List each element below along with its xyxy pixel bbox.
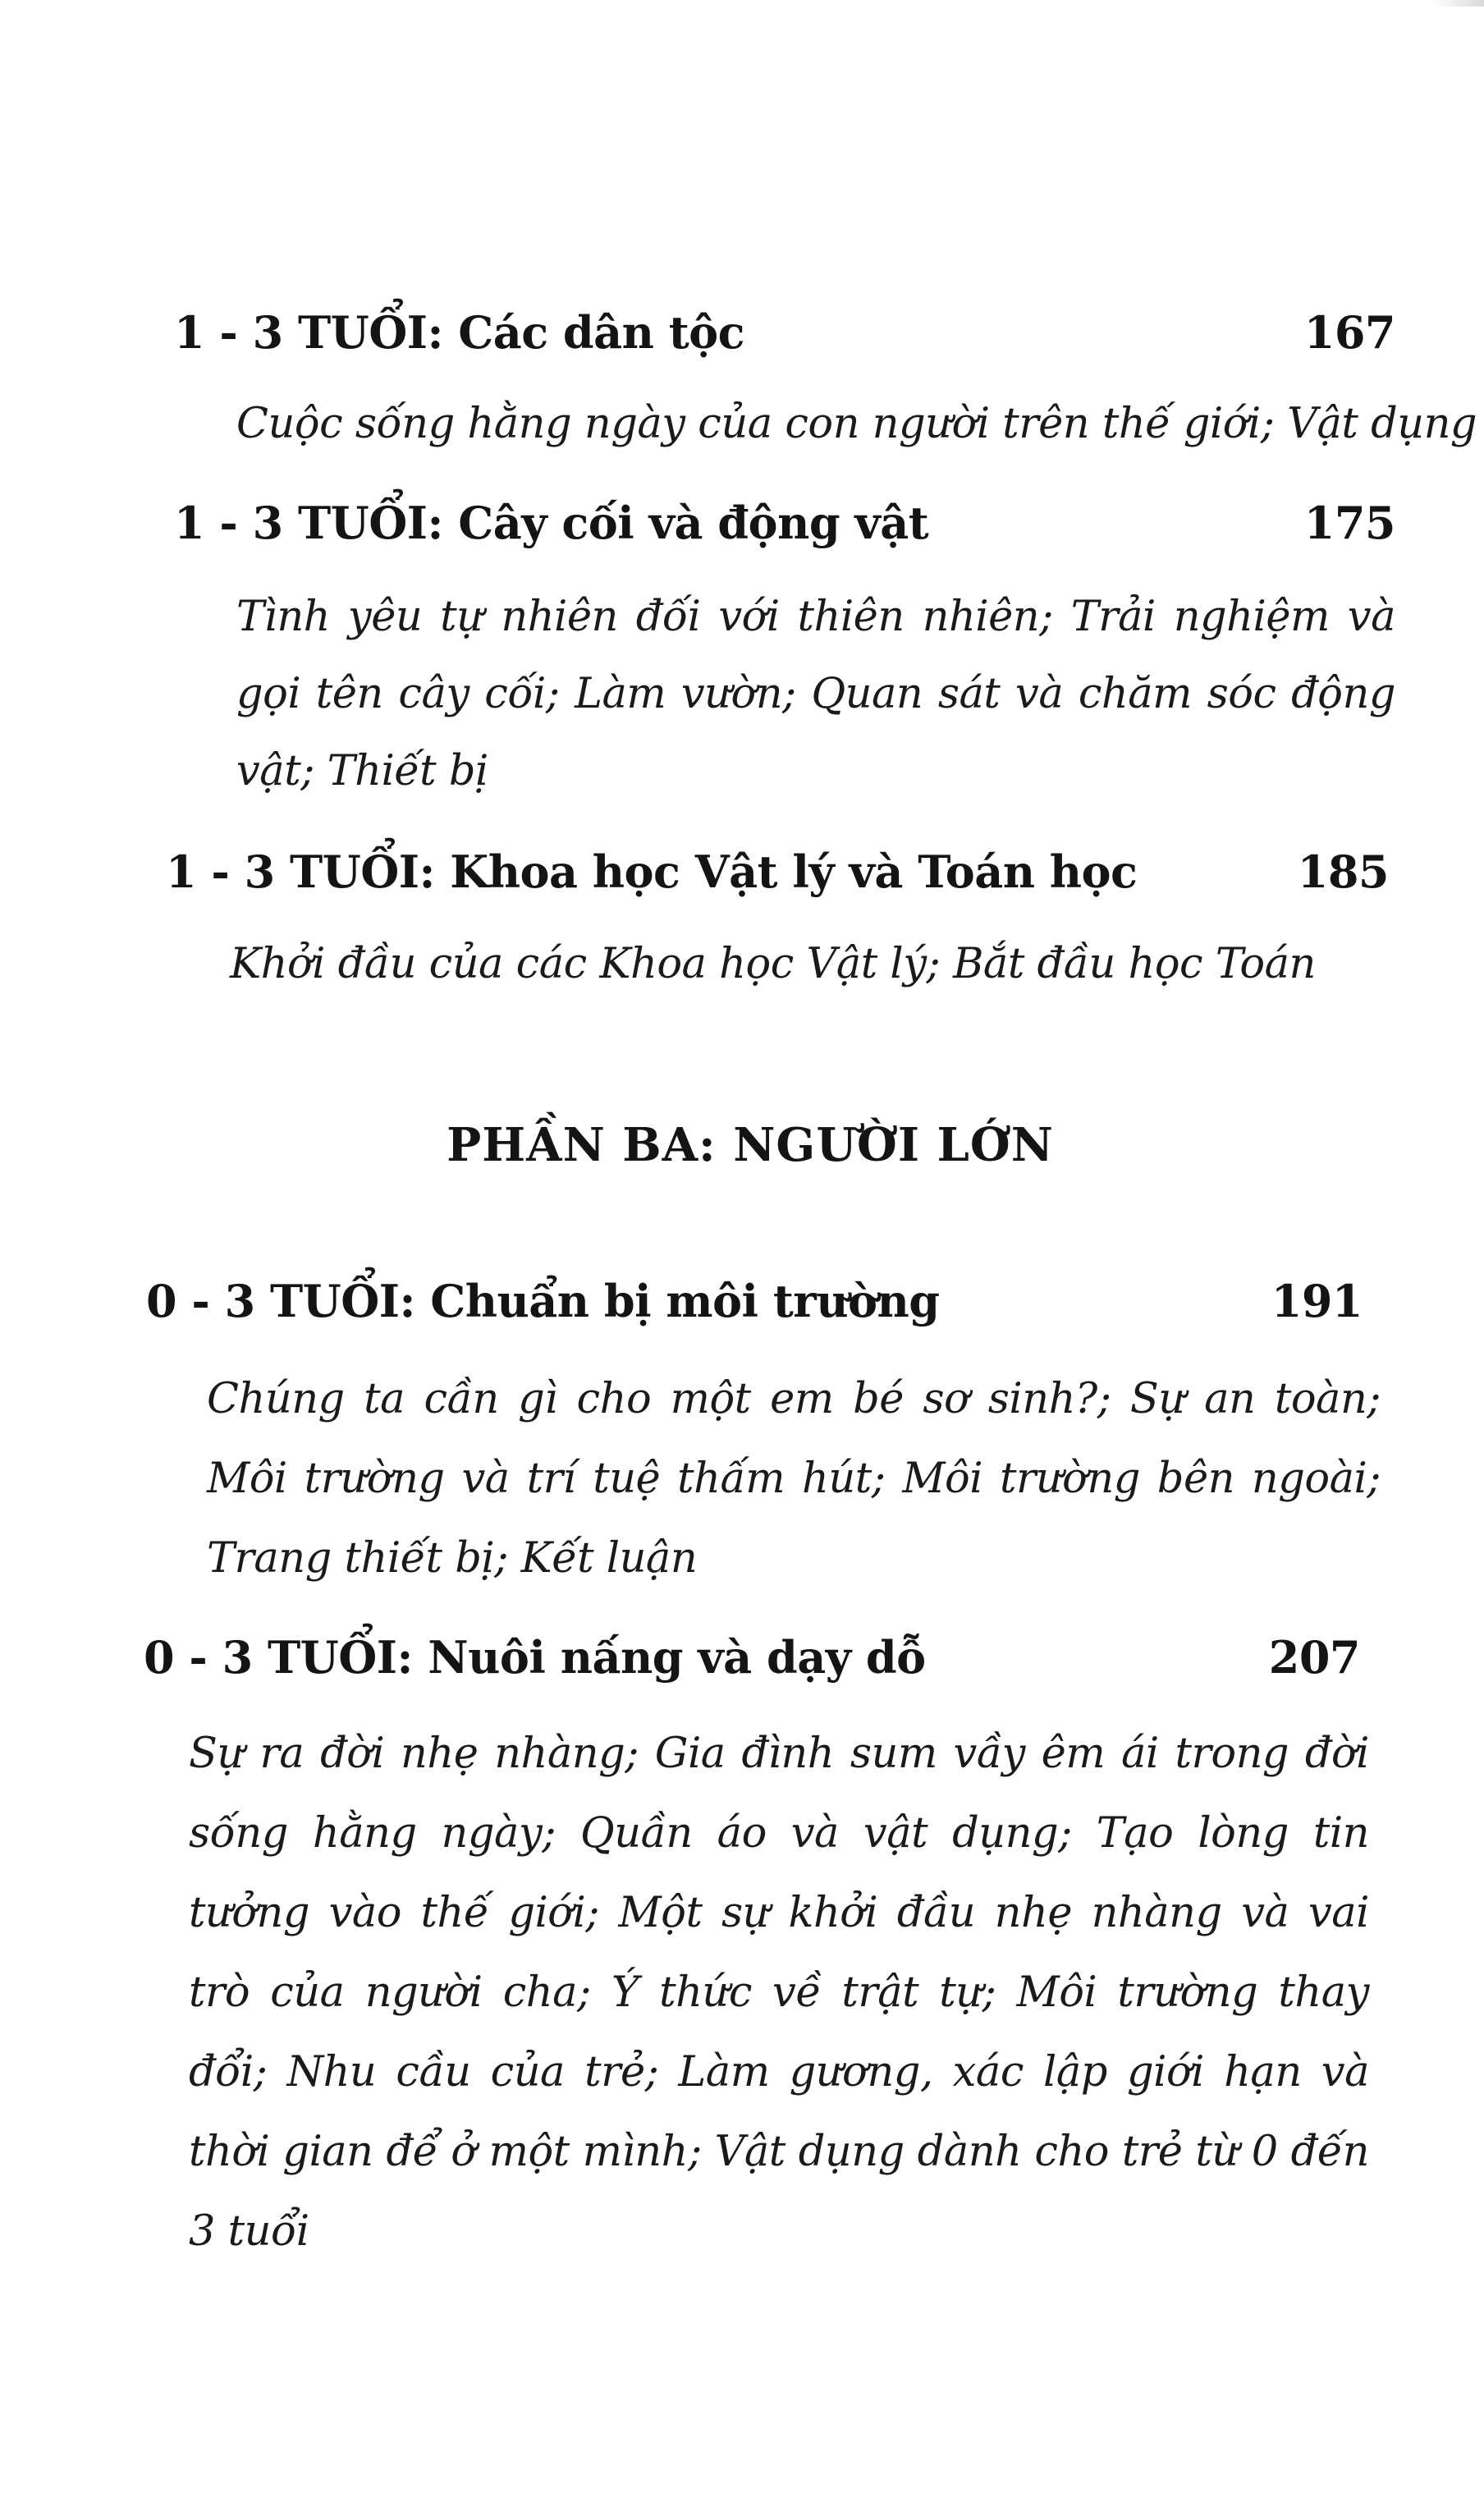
toc-entry-page-number: 207 bbox=[1268, 1631, 1360, 1684]
toc-entry-title: 0 - 3 TUỔI: Nuôi nấng và dạy dỗ bbox=[144, 1631, 926, 1684]
toc-entry-title: 1 - 3 TUỔI: Cây cối và động vật bbox=[174, 497, 929, 549]
toc-entry-description: Sự ra đời nhẹ nhàng; Gia đình sum vầy êm ái trong đời sống hằng ngày; Quần áo và vật dụng; Tạo lòng tin tưởng vào thế giới; Một sự khởi đầu nhẹ nhàng và vai trò của người cha; Ý thức về trật tự; Môi trường thay đổi; Nhu cầu của trẻ; Làm gương, xác lập giới hạn và thời gian để ở một mình; Vật dụng dành cho trẻ từ 0 đến 3 tuổi bbox=[189, 1730, 1369, 2256]
toc-entry-title: 1 - 3 TUỔI: Các dân tộc bbox=[174, 306, 745, 359]
toc-entry-title-row bbox=[144, 1629, 1360, 1686]
toc-entry-description: Cuộc sống hằng ngày của con người trên thế giới; Vật dụng bbox=[236, 400, 1477, 448]
toc-entry-title: 1 - 3 TUỔI: Khoa học Vật lý và Toán học bbox=[166, 845, 1138, 898]
section-heading: PHẦN BA: NGƯỜI LỚN bbox=[447, 1118, 1054, 1172]
scan-edge-mark bbox=[1435, 0, 1484, 7]
toc-entry-title: 0 - 3 TUỔI: Chuẩn bị môi trường bbox=[146, 1275, 940, 1327]
toc-entry-title-row bbox=[174, 304, 1395, 361]
toc-entry-description: Tình yêu tự nhiên đối với thiên nhiên; Trải nghiệm và gọi tên cây cối; Làm vườn; Quan sát và chăm sóc động vật; Thiết bị bbox=[236, 593, 1395, 795]
toc-entry-page-number: 167 bbox=[1303, 306, 1395, 359]
toc-entry-title-row bbox=[174, 494, 1395, 552]
toc-entry-title-row bbox=[166, 843, 1389, 900]
toc-entry-title-row bbox=[146, 1272, 1363, 1330]
toc-entry-page-number: 191 bbox=[1271, 1275, 1363, 1327]
toc-entry-page-number: 185 bbox=[1297, 845, 1389, 898]
toc-entry-description: Khởi đầu của các Khoa học Vật lý; Bắt đầu học Toán bbox=[230, 940, 1316, 988]
toc-entry-page-number: 175 bbox=[1303, 497, 1395, 549]
toc-entry-description: Chúng ta cần gì cho một em bé sơ sinh?; Sự an toàn; Môi trường và trí tuệ thấm hút; Môi trường bên ngoài; Trang thiết bị; Kết luận bbox=[207, 1375, 1381, 1583]
